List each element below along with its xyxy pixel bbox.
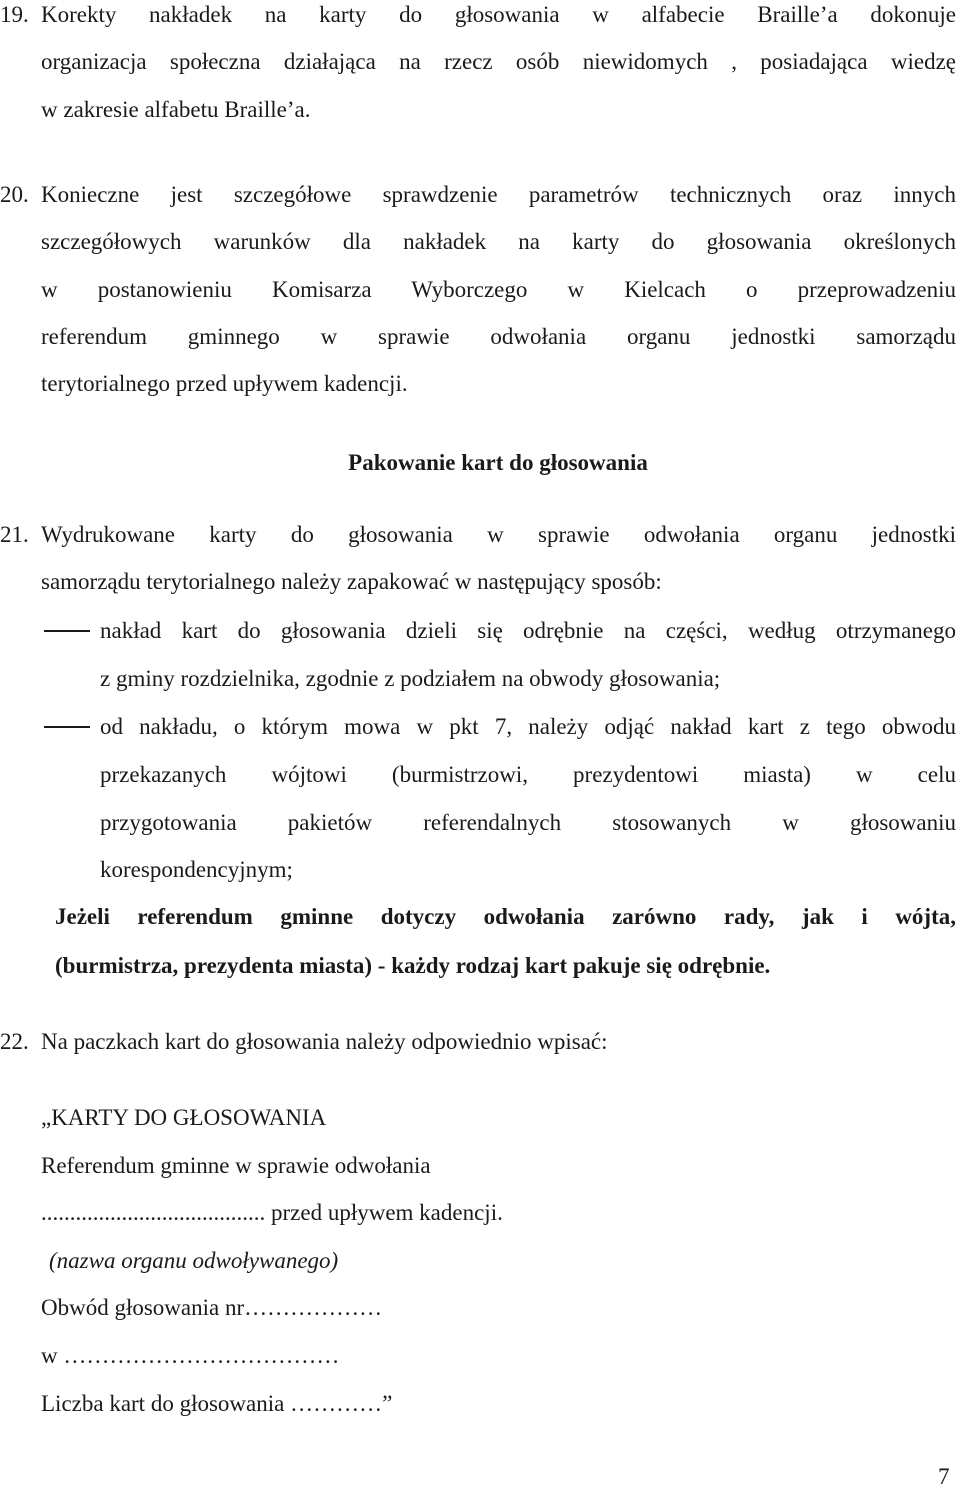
section-heading: Pakowanie kart do głosowania: [348, 450, 648, 475]
item-number: 22.: [0, 1029, 29, 1054]
paragraph-line: Na paczkach kart do głosowania należy odpowiednio wpisać:: [41, 1029, 608, 1054]
label-line: w ………………………………: [41, 1343, 340, 1368]
paragraph-line: Wydrukowane karty do głosowania w sprawie odwołania organu jednostki: [41, 522, 956, 547]
list-item-line: przekazanych wójtowi (burmistrzowi, prezydentowi miasta) w celu: [100, 762, 956, 787]
list-item-line: od nakładu, o którym mowa w pkt 7, należy odjąć nakład kart z tego obwodu: [100, 714, 956, 739]
list-item-line: przygotowania pakietów referendalnych stosowanych w głosowaniu: [100, 810, 956, 835]
list-item-line: korespondencyjnym;: [100, 857, 293, 882]
item-number: 21.: [0, 522, 29, 547]
list-item-line: nakład kart do głosowania dzieli się odrębnie na części, według otrzymanego: [100, 618, 956, 643]
list-item-line: z gminy rozdzielnika, zgodnie z podziałem na obwody głosowania;: [100, 666, 721, 691]
paragraph-line: terytorialnego przed upływem kadencji.: [41, 371, 408, 396]
label-line: Liczba kart do głosowania …………”: [41, 1391, 393, 1416]
paragraph-line: w zakresie alfabetu Braille’a.: [41, 97, 311, 122]
label-line: Obwód głosowania nr………………: [41, 1295, 383, 1320]
label-line: „KARTY DO GŁOSOWANIA: [41, 1105, 327, 1130]
note-line: Jeżeli referendum gminne dotyczy odwołania zarówno rady, jak i wójta,: [55, 904, 956, 929]
label-caption: (nazwa organu odwoływanego): [49, 1248, 339, 1273]
dash-bullet: [44, 630, 90, 632]
paragraph-line: organizacja społeczna działająca na rzecz osób niewidomych , posiadająca wiedzę: [41, 49, 956, 74]
item-number: 19.: [0, 2, 29, 27]
dash-bullet: [44, 726, 90, 728]
paragraph-line: samorządu terytorialnego należy zapakować w następujący sposób:: [41, 569, 662, 594]
page-number: 7: [938, 1464, 950, 1489]
paragraph-line: w postanowieniu Komisarza Wyborczego w Kielcach o przeprowadzeniu: [41, 277, 956, 302]
label-line: ....................................... przed upływem kadencji.: [41, 1200, 503, 1225]
paragraph-line: Konieczne jest szczegółowe sprawdzenie parametrów technicznych oraz innych: [41, 182, 956, 207]
paragraph-line: Korekty nakładek na karty do głosowania w alfabecie Braille’a dokonuje: [41, 2, 956, 27]
paragraph-line: szczegółowych warunków dla nakładek na karty do głosowania określonych: [41, 229, 956, 254]
paragraph-line: referendum gminnego w sprawie odwołania organu jednostki samorządu: [41, 324, 956, 349]
note-line: (burmistrza, prezydenta miasta) - każdy rodzaj kart pakuje się odrębnie.: [55, 953, 771, 978]
label-line: Referendum gminne w sprawie odwołania: [41, 1153, 431, 1178]
item-number: 20.: [0, 182, 29, 207]
